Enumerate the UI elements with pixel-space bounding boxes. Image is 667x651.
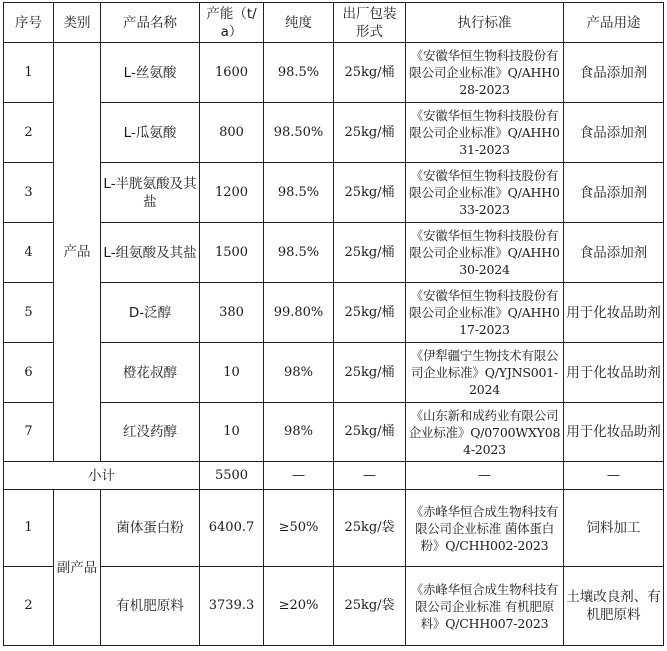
row-number: 3: [4, 163, 54, 223]
header-cell: 产能（t/a）: [200, 3, 264, 43]
capacity-cell: 800: [200, 103, 264, 163]
capacity-cell: 10: [200, 403, 264, 462]
use-cell: 土壤改良剂、有机肥原料: [564, 567, 664, 646]
row-number: 2: [4, 103, 54, 163]
row-number: 2: [4, 567, 54, 646]
table-row: [4, 490, 664, 567]
package-cell: 25kg/桶: [334, 223, 406, 283]
subtotal-use: —: [564, 462, 664, 490]
use-cell: 食品添加剂: [564, 223, 664, 283]
purity-cell: 98.5%: [264, 163, 334, 223]
capacity-cell: 1200: [200, 163, 264, 223]
standard-cell: 《安徽华恒生物科技股份有限公司企业标准》Q/AHH031-2023: [406, 103, 564, 163]
package-cell: 25kg/桶: [334, 343, 406, 403]
standard-cell: 《安徽华恒生物科技股份有限公司企业标准》Q/AHH033-2023: [406, 163, 564, 223]
use-cell: 食品添加剂: [564, 43, 664, 103]
product-name: 橙花叔醇: [101, 343, 200, 403]
product-table: [3, 2, 664, 646]
product-name: L-半胱氨酸及其盐: [101, 163, 200, 223]
subtotal-label: 小计: [4, 462, 200, 490]
header-cell: 产品名称: [101, 3, 200, 43]
capacity-cell: 6400.7: [200, 490, 264, 567]
standard-cell: 《安徽华恒生物科技股份有限公司企业标准》Q/AHH030-2024: [406, 223, 564, 283]
use-cell: 用于化妆品助剂: [564, 283, 664, 343]
standard-cell: 《伊犁疆宁生物技术有限公司企业标准》Q/YJNS001-2024: [406, 343, 564, 403]
table-row: [4, 43, 664, 103]
purity-cell: ≥50%: [264, 490, 334, 567]
package-cell: 25kg/桶: [334, 43, 406, 103]
capacity-cell: 3739.3: [200, 567, 264, 646]
product-name: 有机肥原料: [101, 567, 200, 646]
row-number: 4: [4, 223, 54, 283]
row-number: 7: [4, 403, 54, 462]
package-cell: 25kg/桶: [334, 103, 406, 163]
capacity-cell: 1600: [200, 43, 264, 103]
table-row: [4, 343, 664, 403]
header-cell: 出厂包装形式: [334, 3, 406, 43]
purity-cell: 98%: [264, 403, 334, 462]
category-cell: 产品: [54, 43, 101, 462]
standard-cell: 《安徽华恒生物科技股份有限公司企业标准》Q/AHH017-2023: [406, 283, 564, 343]
table-row: [4, 403, 664, 462]
product-name: 菌体蛋白粉: [101, 490, 200, 567]
package-cell: 25kg/袋: [334, 567, 406, 646]
table-row: [4, 163, 664, 223]
package-cell: 25kg/桶: [334, 163, 406, 223]
use-cell: 食品添加剂: [564, 163, 664, 223]
package-cell: 25kg/桶: [334, 283, 406, 343]
product-name: L-丝氨酸: [101, 43, 200, 103]
row-number: 6: [4, 343, 54, 403]
header-cell: 纯度: [264, 3, 334, 43]
subtotal-standard: —: [406, 462, 564, 490]
product-name: L-组氨酸及其盐: [101, 223, 200, 283]
subtotal-capacity: 5500: [200, 462, 264, 490]
subtotal-row: [4, 462, 664, 490]
header-cell: 产品用途: [564, 3, 664, 43]
standard-cell: 《安徽华恒生物科技股份有限公司企业标准》Q/AHH028-2023: [406, 43, 564, 103]
capacity-cell: 380: [200, 283, 264, 343]
use-cell: 食品添加剂: [564, 103, 664, 163]
standard-cell: 《赤峰华恒合成生物科技有限公司企业标准 有机肥原料》Q/CHH007-2023: [406, 567, 564, 646]
purity-cell: 98.50%: [264, 103, 334, 163]
row-number: 1: [4, 490, 54, 567]
purity-cell: 98%: [264, 343, 334, 403]
package-cell: 25kg/桶: [334, 403, 406, 462]
product-name: D-泛醇: [101, 283, 200, 343]
standard-cell: 《山东新和成药业有限公司企业标准》Q/0700WXY084-2023: [406, 403, 564, 462]
table-row: [4, 103, 664, 163]
use-cell: 饲料加工: [564, 490, 664, 567]
product-name: 红没药醇: [101, 403, 200, 462]
header-cell: 序号: [4, 3, 54, 43]
subtotal-purity: —: [264, 462, 334, 490]
use-cell: 用于化妆品助剂: [564, 403, 664, 462]
row-number: 1: [4, 43, 54, 103]
category-cell: 副产品: [54, 490, 101, 646]
purity-cell: 98.5%: [264, 43, 334, 103]
standard-cell: 《赤峰华恒合成生物科技有限公司企业标准 菌体蛋白粉》Q/CHH002-2023: [406, 490, 564, 567]
purity-cell: ≥20%: [264, 567, 334, 646]
product-name: L-瓜氨酸: [101, 103, 200, 163]
capacity-cell: 10: [200, 343, 264, 403]
purity-cell: 99.80%: [264, 283, 334, 343]
subtotal-package: —: [334, 462, 406, 490]
table-row: [4, 567, 664, 646]
table-row: [4, 223, 664, 283]
purity-cell: 98.5%: [264, 223, 334, 283]
use-cell: 用于化妆品助剂: [564, 343, 664, 403]
header-cell: 执行标准: [406, 3, 564, 43]
capacity-cell: 1500: [200, 223, 264, 283]
header-row: [4, 3, 664, 43]
package-cell: 25kg/袋: [334, 490, 406, 567]
table-row: [4, 283, 664, 343]
header-cell: 类别: [54, 3, 101, 43]
row-number: 5: [4, 283, 54, 343]
